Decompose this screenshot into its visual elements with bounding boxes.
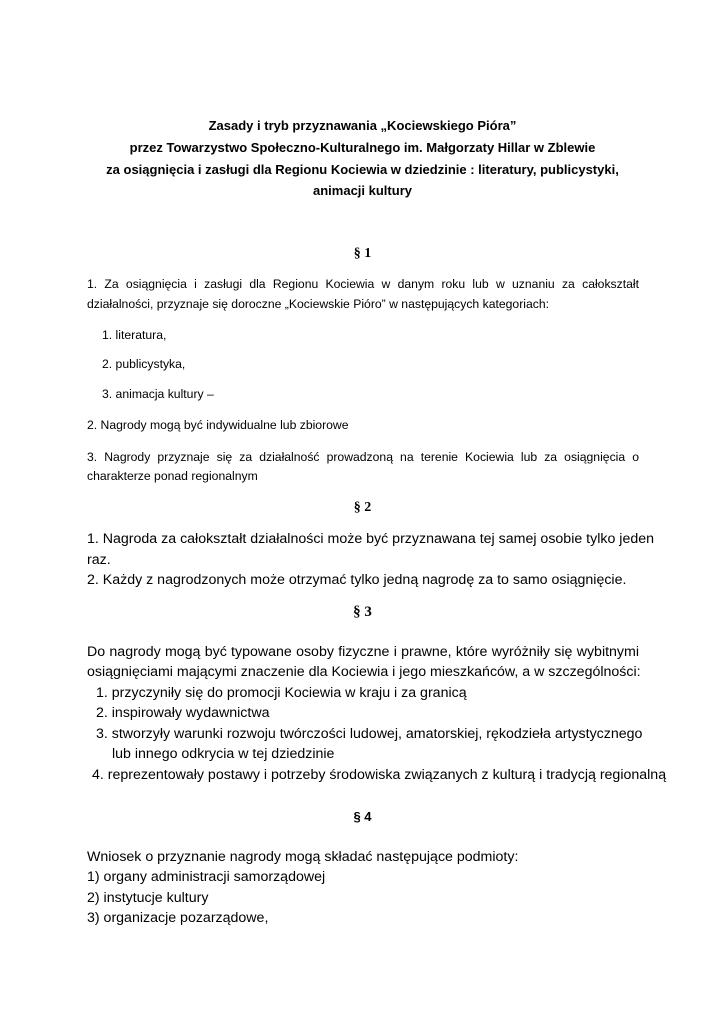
s4-item: 1) organy administracji samorządowej — [87, 869, 326, 885]
category-item: 3. animacja kultury – — [102, 387, 214, 401]
s2-paragraph-1-line-2: raz. — [87, 552, 111, 568]
s4-item: 3) organizacje pozarządowe, — [87, 910, 269, 926]
s4-item: 2) instytucje kultury — [87, 890, 209, 906]
s3-intro-line-1: Do nagrody mogą być typowane osoby fizyczne i prawne, które wyróżniły się wybitnymi — [87, 644, 639, 660]
section-4-heading: § 4 — [353, 809, 372, 824]
s3-item-3-line-2: lub innego odkrycia w tej dziedzinie — [112, 746, 335, 762]
section-1-heading: § 1 — [353, 246, 372, 261]
s1-paragraph-2: 2. Nagrody mogą być indywidualne lub zbiorowe — [87, 418, 349, 432]
s3-intro-line-2: osiągnięciami mającymi znaczenie dla Kociewia i jego mieszkańców, a w szczególności: — [87, 664, 641, 680]
s1-paragraph-3-line-1: 3. Nagrody przyznaje się za działalność prowadzoną na terenie Kociewia lub za osiągnięcia o — [87, 450, 639, 464]
title-line-2: przez Towarzystwo Społeczno-Kulturalnego im. Małgorzaty Hillar w Zblewie — [129, 140, 596, 155]
section-3-heading: § 3 — [353, 604, 372, 620]
s3-item-1: 1. przyczyniły się do promocji Kociewia w kraju i za granicą — [96, 685, 467, 701]
s2-paragraph-1-line-1: 1. Nagroda za całokształt działalności może być przyznawana tej samej osobie tylko jeden — [87, 531, 655, 547]
s4-intro: Wniosek o przyznanie nagrody mogą składać następujące podmioty: — [87, 849, 519, 865]
s1-paragraph-1-line-2: działalności, przyznaje się doroczne „Kociewskie Pióro” w następujących kategoriach: — [87, 297, 549, 311]
section-2-heading: § 2 — [353, 500, 372, 515]
category-item: 1. literatura, — [102, 328, 167, 342]
category-item: 2. publicystyka, — [102, 357, 186, 371]
title-line-1: Zasady i tryb przyznawania „Kociewskiego Pióra” — [208, 118, 517, 133]
s2-paragraph-2: 2. Każdy z nagrodzonych może otrzymać tylko jedną nagrodę za to samo osiągnięcie. — [87, 572, 627, 588]
s1-paragraph-3-line-2: charakterze ponad regionalnym — [87, 469, 258, 483]
s3-item-3-line-1: 3. stworzyły warunki rozwoju twórczości ludowej, amatorskiej, rękodzieła artystycznego — [96, 726, 643, 742]
s3-item-2: 2. inspirowały wydawnictwa — [96, 705, 270, 721]
s3-item-4: 4. reprezentowały postawy i potrzeby środowiska związanych z kulturą i tradycją regionalną — [92, 767, 667, 783]
s1-paragraph-1-line-1: 1. Za osiągnięcia i zasługi dla Regionu Kociewia w danym roku lub w uznaniu za całokształt — [87, 277, 639, 291]
title-line-3: za osiągnięcia i zasługi dla Regionu Kociewia w dziedzinie : literatury, publicystyki, — [106, 162, 619, 177]
title-line-4: animacji kultury — [313, 183, 412, 198]
